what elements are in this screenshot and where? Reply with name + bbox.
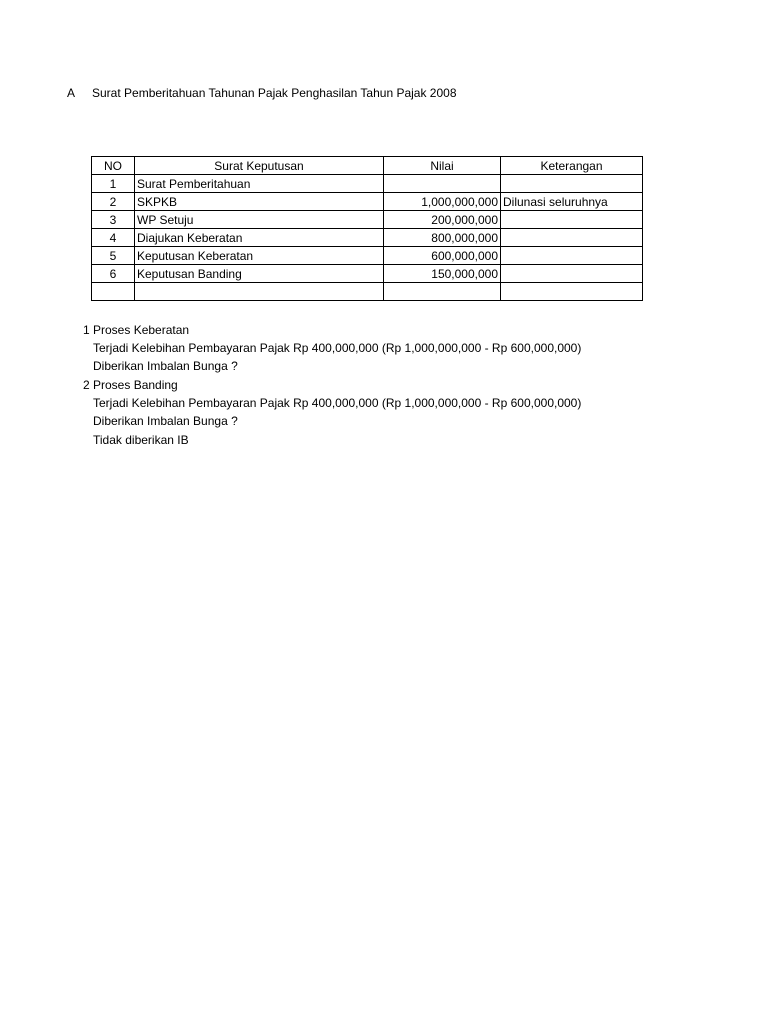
table-row — [92, 283, 643, 301]
cell-no: 6 — [92, 265, 135, 283]
cell-nilai: 1,000,000,000 — [384, 193, 501, 211]
cell-keterangan — [501, 229, 643, 247]
note-2-line-1: Terjadi Kelebihan Pembayaran Pajak Rp 400,000,000 (Rp 1,000,000,000 - Rp 600,000,000) — [93, 396, 582, 410]
cell-keterangan — [501, 211, 643, 229]
cell-no: 3 — [92, 211, 135, 229]
note-2-line-2: Diberikan Imbalan Bunga ? — [93, 414, 238, 428]
cell-no: 1 — [92, 175, 135, 193]
header-no: NO — [92, 157, 135, 175]
cell-no: 2 — [92, 193, 135, 211]
cell-surat: Surat Pemberitahuan — [135, 175, 384, 193]
cell-surat: WP Setuju — [135, 211, 384, 229]
cell-nilai: 150,000,000 — [384, 265, 501, 283]
header-surat-keputusan: Surat Keputusan — [135, 157, 384, 175]
header-keterangan: Keterangan — [501, 157, 643, 175]
note-1-line-2: Diberikan Imbalan Bunga ? — [93, 359, 238, 373]
cell-surat: Diajukan Keberatan — [135, 229, 384, 247]
table-row — [92, 175, 643, 193]
cell-nilai — [384, 283, 501, 301]
note-2-title: 2 Proses Banding — [83, 378, 178, 392]
cell-surat: Keputusan Keberatan — [135, 247, 384, 265]
cell-surat — [135, 283, 384, 301]
cell-no: 5 — [92, 247, 135, 265]
table-row — [92, 211, 643, 229]
cell-nilai: 800,000,000 — [384, 229, 501, 247]
cell-surat: Keputusan Banding — [135, 265, 384, 283]
header-nilai: Nilai — [384, 157, 501, 175]
cell-nilai: 600,000,000 — [384, 247, 501, 265]
section-title: Surat Pemberitahuan Tahunan Pajak Penghasilan Tahun Pajak 2008 — [92, 86, 457, 100]
table-row — [92, 247, 643, 265]
table-row — [92, 265, 643, 283]
decision-table — [91, 156, 643, 301]
cell-keterangan — [501, 175, 643, 193]
note-2-line-3: Tidak diberikan IB — [93, 433, 189, 447]
cell-keterangan — [501, 283, 643, 301]
note-1-line-1: Terjadi Kelebihan Pembayaran Pajak Rp 400,000,000 (Rp 1,000,000,000 - Rp 600,000,000) — [93, 341, 582, 355]
cell-no: 4 — [92, 229, 135, 247]
section-letter: A — [67, 86, 76, 100]
cell-keterangan: Dilunasi seluruhnya — [501, 193, 643, 211]
table-header-row — [92, 157, 643, 175]
cell-surat: SKPKB — [135, 193, 384, 211]
table-row — [92, 193, 643, 211]
note-1-title: 1 Proses Keberatan — [83, 323, 190, 337]
cell-keterangan — [501, 247, 643, 265]
cell-no — [92, 283, 135, 301]
cell-nilai — [384, 175, 501, 193]
table-row — [92, 229, 643, 247]
cell-keterangan — [501, 265, 643, 283]
cell-nilai: 200,000,000 — [384, 211, 501, 229]
